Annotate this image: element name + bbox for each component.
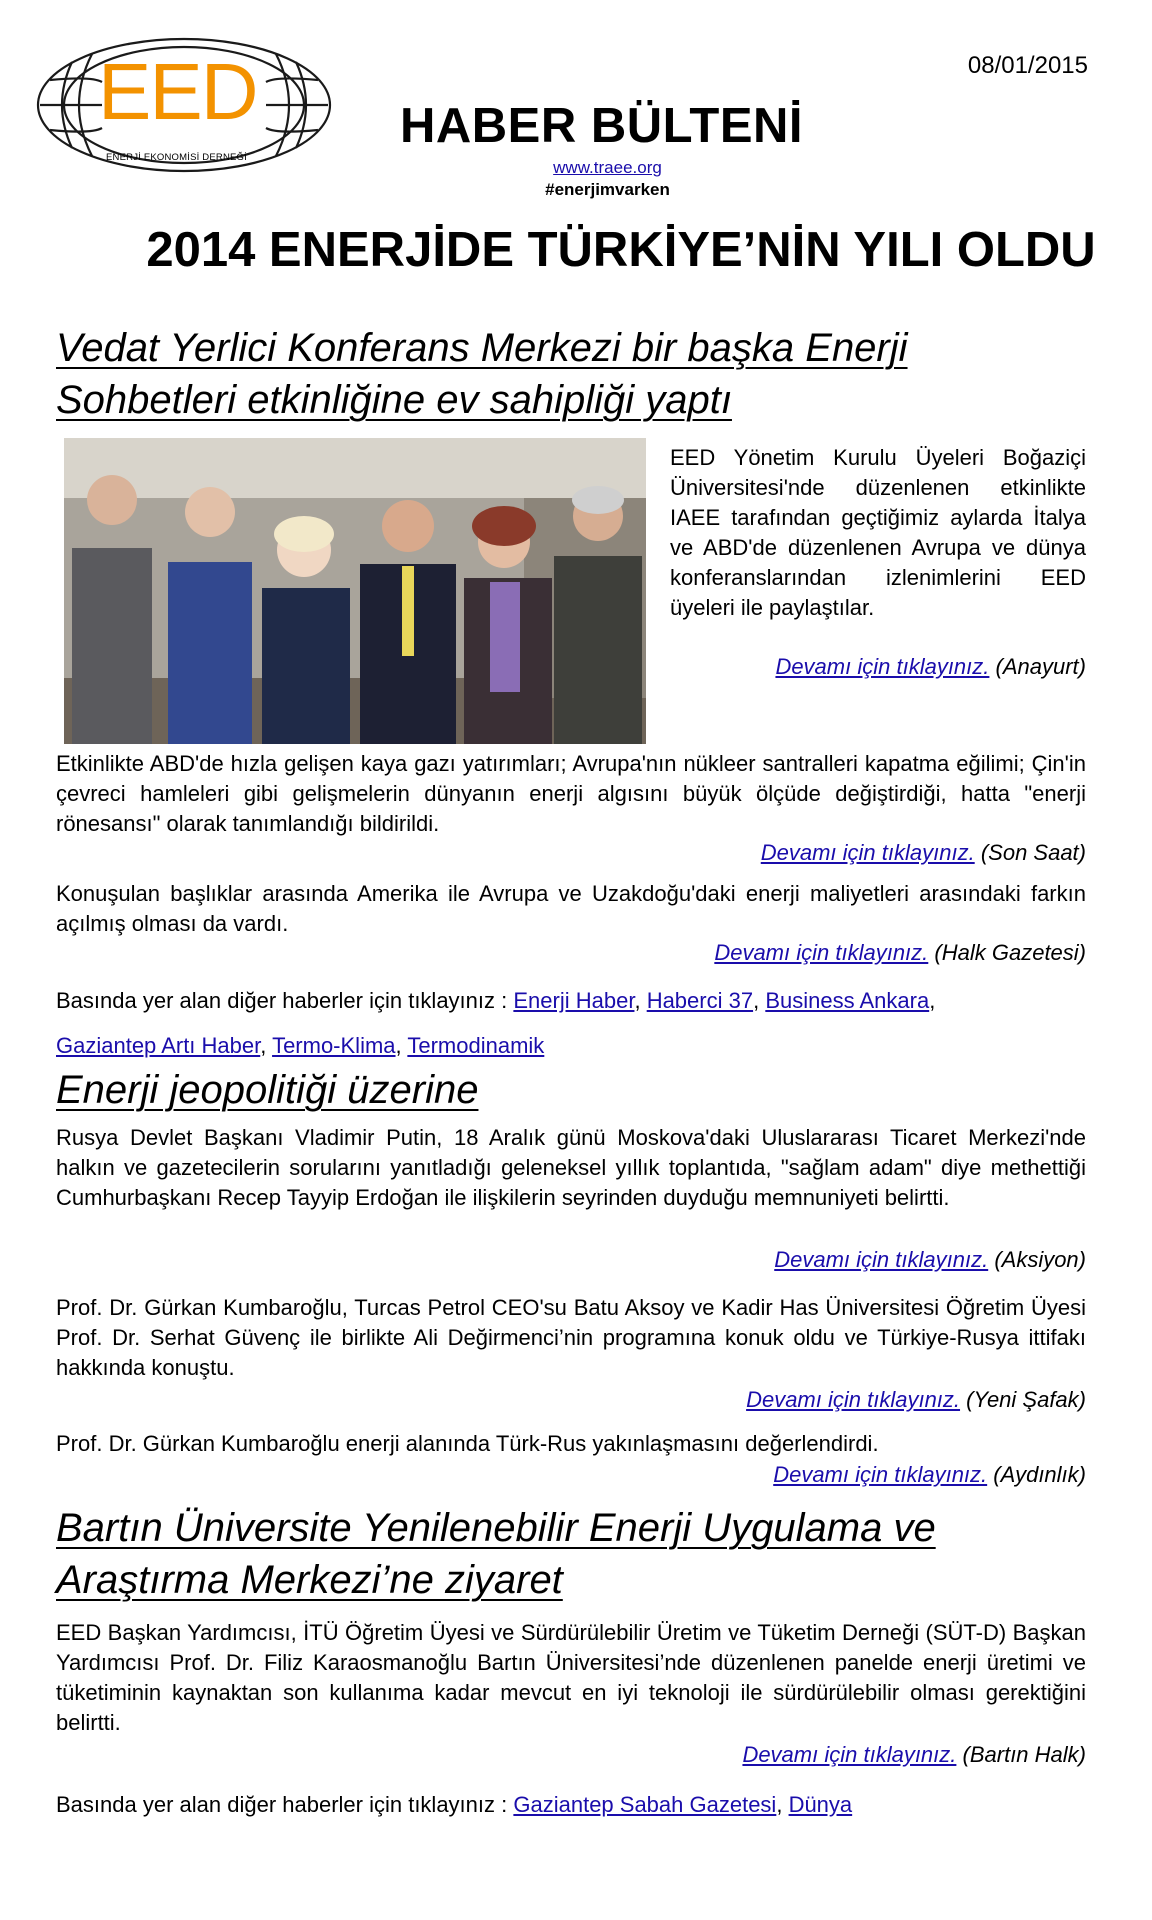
section2-para2: Prof. Dr. Gürkan Kumbaroğlu, Turcas Petrol CEO'su Batu Aksoy ve Kadir Has Üniversitesi Öğretim Üyesi Prof. Dr. Serhat Güvenç ile birlikte Ali Değirmenci’nin programına konuk oldu ve Türkiye-Rusya ittifakı hakkında konuştu. [56,1295,1086,1380]
logo-subtitle: ENERJİ EKONOMİSİ DERNEĞİ [106,152,247,163]
read-more-link[interactable]: Devamı için tıklayınız. [746,1387,961,1412]
group-photo [64,438,646,744]
news-link[interactable]: Dünya [788,1792,853,1817]
news-link[interactable]: Haberci 37 [646,988,754,1013]
section1-source1: Devamı için tıklayınız. (Anayurt) [775,654,1086,679]
section2-title: Enerji jeopolitiği üzerine [56,1068,479,1112]
news-link[interactable]: Gaziantep Artı Haber [56,1033,261,1058]
news-link[interactable]: Termo-Klima [272,1033,396,1058]
read-more-link[interactable]: Devamı için tıklayınız. [774,1247,989,1272]
section2-para1: Rusya Devlet Başkanı Vladimir Putin, 18 Aralık günü Moskova'daki Uluslararası Ticaret Merkezi'nde halkın ve gazetecilerin sorularını yanıtladığı geleneksel yıllık toplantıda, "sağlam adam" diye methettiği Cumhurbaşkanı Recep Tayyip Erdoğan ile ilişkilerin seyrinden duyduğu memnuniyeti belirtti. [56,1125,1086,1210]
hashtag: #enerjimvarken [545,180,670,199]
read-more-link[interactable]: Devamı için tıklayınız. [742,1742,957,1767]
section1-source2: Devamı için tıklayınız. (Son Saat) [760,840,1086,865]
section1-para2: Etkinlikte ABD'de hızla gelişen kaya gazı yatırımları; Avrupa'nın nükleer santralleri kapatma eğilimi; Çin'in çevreci hamleleri gibi gelişmelerin dünyanın enerji algısını büyük ölçüde değiştirdiği, hatta "enerji rönesansı" olarak tanımlandığı bildirildi. [56,751,1086,836]
read-more-link[interactable]: Devamı için tıklayınız. [714,940,929,965]
section2-source2: Devamı için tıklayınız. (Yeni Şafak) [746,1387,1086,1412]
eed-logo [32,34,336,176]
news-link[interactable]: Termodinamik [407,1033,545,1058]
section3-para1: EED Başkan Yardımcısı, İTÜ Öğretim Üyesi ve Sürdürülebilir Üretim ve Tüketim Derneği (SÜT-D) Başkan Yardımcısı Prof. Dr. Filiz Karaosmanoğlu Bartın Üniversitesi’nde düzenlenen panelde enerji üretimi ve tüketiminin kaynaktan son kullanıma kadar mevcut en iyi teknoloji ile sürdürülebilir olması gerektiğini belirtti. [56,1620,1086,1735]
section1-title: Vedat Yerlici Konferans Merkezi bir başka Enerji Sohbetleri etkinliğine ev sahipliği yaptı [56,326,908,422]
main-headline: 2014 ENERJİDE TÜRKİYE’NİN YILI OLDU [146,223,1096,277]
news-link[interactable]: Gaziantep Sabah Gazetesi [513,1792,777,1817]
section2-para3: Prof. Dr. Gürkan Kumbaroğlu enerji alanında Türk-Rus yakınlaşmasını değerlendirdi. [56,1431,879,1456]
group-photo-image [64,438,646,744]
section2-source3: Devamı için tıklayınız. (Aydınlık) [773,1462,1086,1487]
read-more-link[interactable]: Devamı için tıklayınız. [760,840,975,865]
logo-letters: EED [98,47,257,136]
news-link[interactable]: Enerji Haber [513,988,635,1013]
bulletin-date: 08/01/2015 [967,52,1088,79]
section1-source3: Devamı için tıklayınız. (Halk Gazetesi) [714,940,1086,965]
read-more-link[interactable]: Devamı için tıklayınız. [773,1462,988,1487]
section2-source1: Devamı için tıklayınız. (Aksiyon) [774,1247,1086,1272]
news-link[interactable]: Business Ankara [765,988,930,1013]
section1-other-news-2: Gaziantep Artı Haber, Termo-Klima, Termodinamik [56,1033,545,1058]
read-more-link[interactable]: Devamı için tıklayınız. [775,654,990,679]
section3-title: Bartın Üniversite Yenilenebilir Enerji Uygulama ve Araştırma Merkezi’ne ziyaret [56,1506,936,1602]
bulletin-title: HABER BÜLTENİ [400,99,804,153]
section1-intro: EED Yönetim Kurulu Üyeleri Boğaziçi Üniversitesi'nde düzenlenen etkinlikte IAEE tarafından geçtiğimiz aylarda İtalya ve ABD'de düzenlenen Avrupa ve dünya konferanslarından izlenimlerini EED üyeleri ile paylaştılar. [670,445,1086,620]
website-link[interactable]: www.traee.org [553,158,662,177]
section3-source1: Devamı için tıklayınız. (Bartın Halk) [742,1742,1086,1767]
section3-other-news: Basında yer alan diğer haberler için tıklayınız : Gaziantep Sabah Gazetesi, Dünya [56,1792,853,1817]
section1-para3: Konuşulan başlıklar arasında Amerika ile Avrupa ve Uzakdoğu'daki enerji maliyetleri arasındaki farkın açılmış olması da vardı. [56,881,1086,936]
section1-other-news: Basında yer alan diğer haberler için tıklayınız : Enerji Haber, Haberci 37, Business Ankara, [56,988,936,1013]
